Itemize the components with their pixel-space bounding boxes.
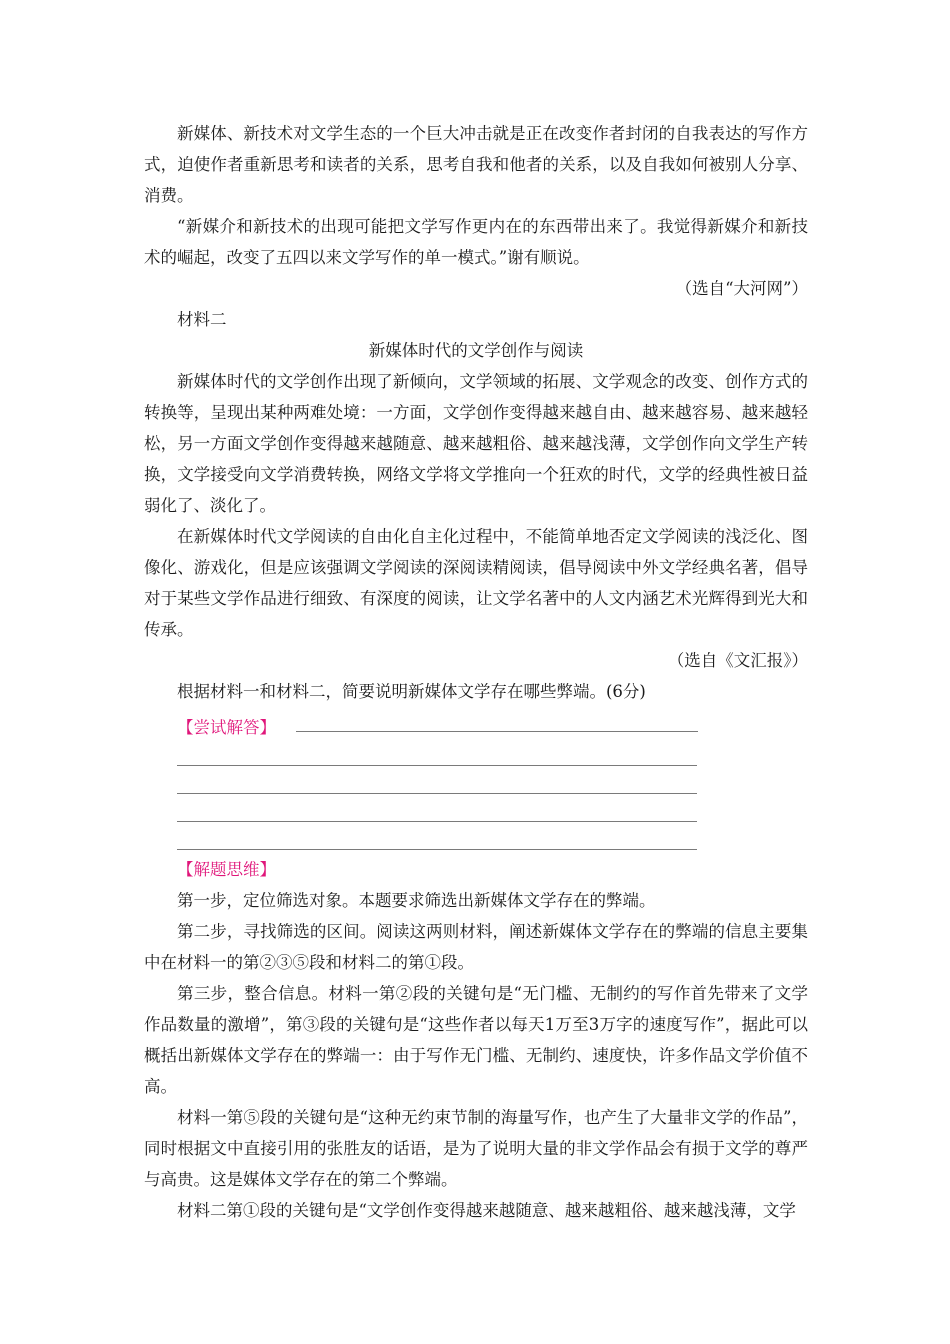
answer-line: [177, 766, 697, 794]
step-2: 第二步，寻找筛选的区间。阅读这两则材料，阐述新媒体文学存在的弊端的信息主要集中在材料一的第②③⑤段和材料二的第①段。: [144, 922, 808, 972]
material-2-label: 材料二: [177, 310, 227, 329]
try-answer-label: 【尝试解答】: [177, 718, 276, 737]
source-citation-1: （选自“大河网”）: [675, 279, 808, 298]
paragraph-2-quote: “新媒介和新技术的出现可能把文学写作更内在的东西带出来了。我觉得新媒介和新技术的崛起，改变了五四以来文学写作的单一模式。”谢有顺说。: [144, 217, 808, 267]
answer-line: [177, 794, 697, 822]
question-prompt: 根据材料一和材料二，简要说明新媒体文学存在哪些弊端。(6分): [177, 682, 646, 701]
document-body: [144, 118, 808, 1226]
answer-line: [177, 738, 697, 766]
thinking-section-heading: [144, 854, 808, 885]
paragraph-4: 在新媒体时代文学阅读的自由化自主化过程中，不能简单地否定文学阅读的浅泛化、图像化、游戏化，但是应该强调文学阅读的深阅读精阅读，倡导阅读中外文学经典名著，倡导对于某些文学作品进行细致、有深度的阅读，让文学名著中的人文内涵艺术光辉得到光大和传承。: [144, 527, 808, 639]
step-5: 材料二第①段的关键句是“文学创作变得越来越随意、越来越粗俗、越来越浅薄，文学: [177, 1201, 796, 1220]
answer-line: [296, 710, 698, 732]
step-1: 第一步，定位筛选对象。本题要求筛选出新媒体文学存在的弊端。: [177, 891, 656, 910]
thinking-label: 【解题思维】: [177, 860, 276, 879]
material-2-title: 新媒体时代的文学创作与阅读: [368, 341, 584, 360]
step-4: 材料一第⑤段的关键句是“这种无约束节制的海量写作，也产生了大量非文学的作品”，同时根据文中直接引用的张胜友的话语，是为了说明大量的非文学作品会有损于文学的尊严与高贵。这是媒体文学存在的第二个弊端。: [144, 1108, 808, 1189]
answer-area: [144, 707, 808, 738]
answer-line: [177, 822, 697, 850]
paragraph-3: 新媒体时代的文学创作出现了新倾向，文学领域的拓展、文学观念的改变、创作方式的转换等，呈现出某种两难处境：一方面，文学创作变得越来越自由、越来越容易、越来越轻松，另一方面文学创作变得越来越随意、越来越粗俗、越来越浅薄，文学创作向文学生产转换，文学接受向文学消费转换，网络文学将文学推向一个狂欢的时代，文学的经典性被日益弱化了、淡化了。: [144, 372, 808, 515]
paragraph-1: 新媒体、新技术对文学生态的一个巨大冲击就是正在改变作者封闭的自我表达的写作方式，迫使作者重新思考和读者的关系，思考自我和他者的关系，以及自我如何被别人分享、消费。: [144, 124, 808, 205]
step-3: 第三步，整合信息。材料一第②段的关键句是“无门槛、无制约的写作首先带来了文学作品数量的激增”，第③段的关键句是“这些作者以每天1万至3万字的速度写作”，据此可以概括出新媒体文学存在的弊端一：由于写作无门槛、无制约、速度快，许多作品文学价值不高。: [144, 984, 808, 1096]
source-citation-2: （选自《文汇报》）: [667, 651, 808, 670]
